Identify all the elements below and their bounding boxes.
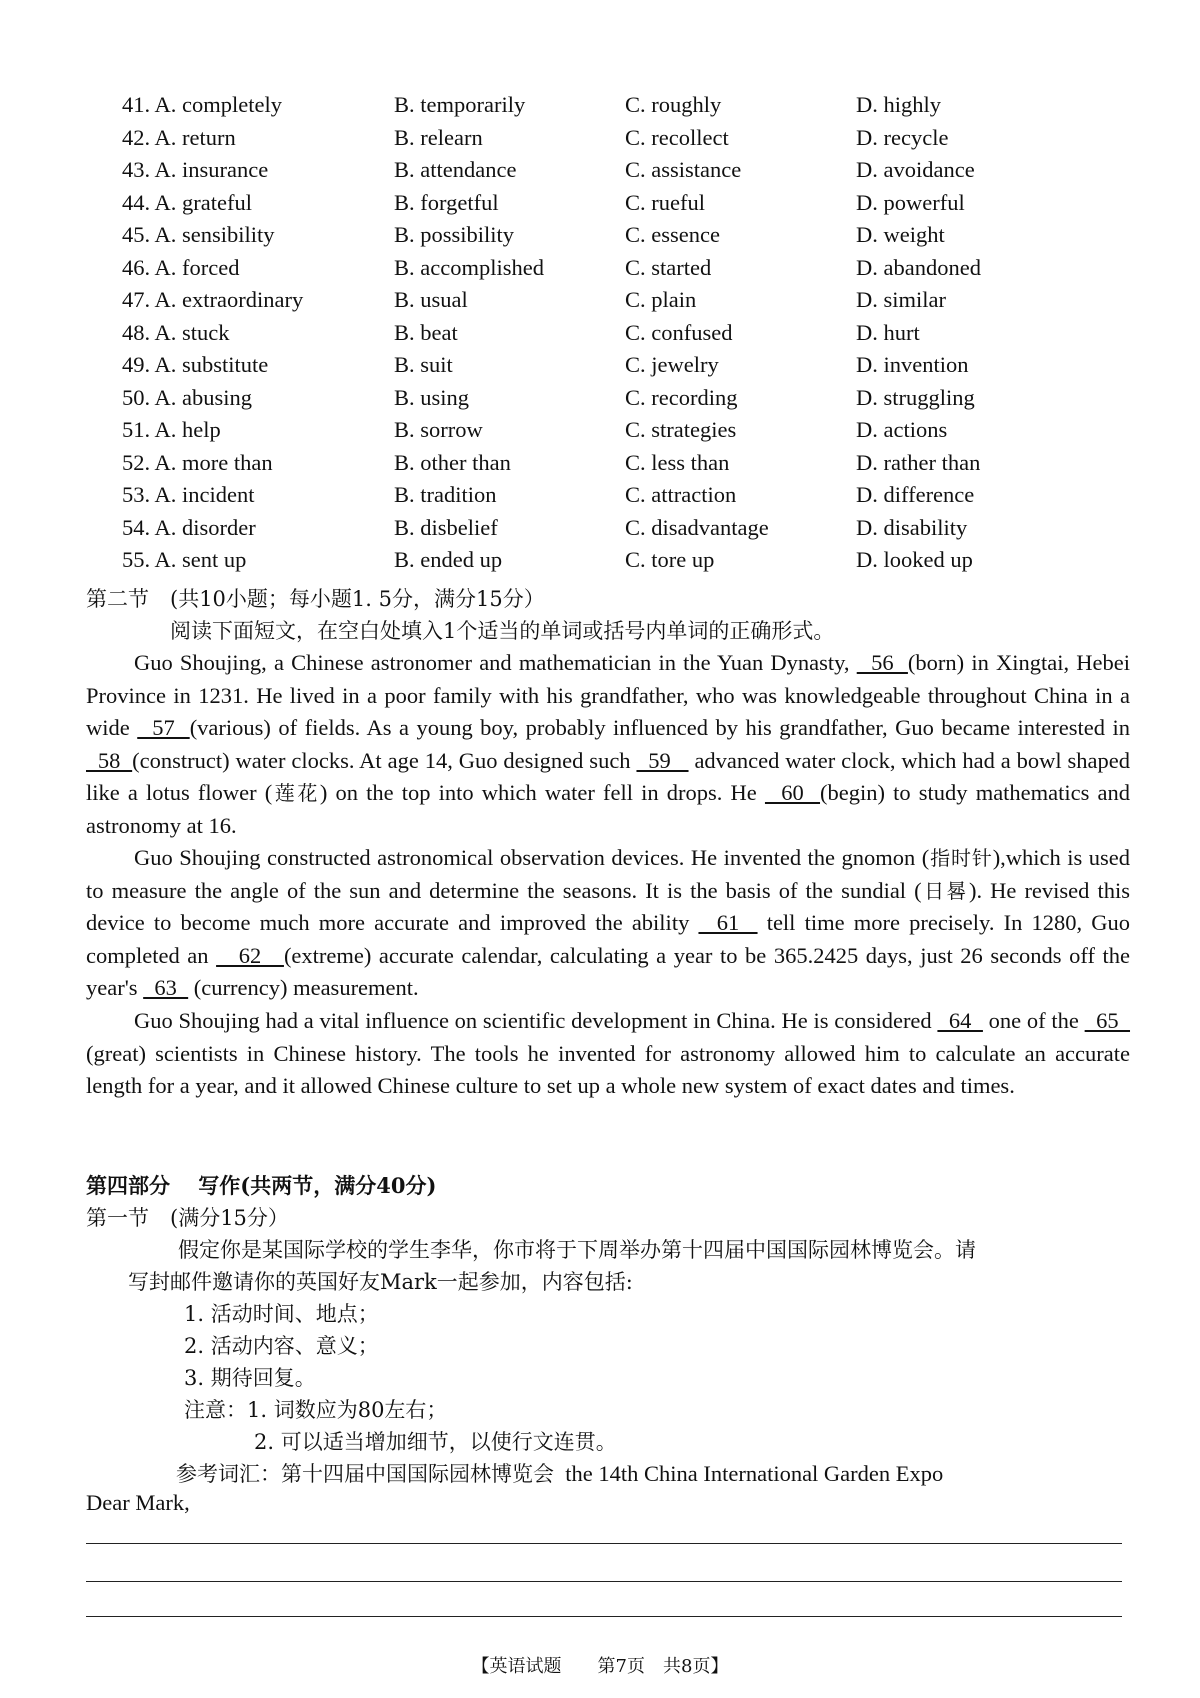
option-c[interactable]: C. rueful — [625, 189, 705, 215]
blank-56[interactable]: 56 — [856, 650, 908, 675]
blank-57[interactable]: 57 — [137, 715, 190, 740]
blank-63[interactable]: 63 — [143, 975, 189, 1000]
question-row — [122, 512, 1022, 545]
blank-59[interactable]: 59 — [636, 747, 689, 773]
writing-item-1: 1. 活动时间、地点； — [184, 1302, 379, 1326]
option-b[interactable]: B. possibility — [394, 222, 515, 247]
text: (begin) to study mathematics and astronomy at 16. — [86, 780, 1131, 838]
passage-paragraph-3 — [86, 1005, 1130, 1103]
option-d[interactable]: D. rather than — [856, 449, 981, 475]
question-row — [122, 414, 1022, 447]
text: (various) of fields. As a young boy, probably influenced by his grandfather, Guo became interested in — [189, 715, 1130, 740]
vocab-english: the 14th China International Garden Expo — [565, 1461, 944, 1486]
writing-note-1: 注意：1. 词数应为80左右； — [184, 1398, 448, 1422]
writing-prompt-line-2: 写封邮件邀请你的英国好友Mark一起参加，内容包括: — [128, 1270, 633, 1294]
chinese-gloss: 莲花 — [272, 781, 320, 805]
question-row — [122, 382, 1022, 415]
option-b[interactable]: B. other than — [394, 449, 511, 475]
chinese-gloss: 日晷 — [921, 878, 969, 903]
option-d[interactable]: D. actions — [856, 417, 948, 442]
text: one of the — [982, 1008, 1085, 1033]
question-row — [122, 479, 1022, 512]
option-a[interactable]: 44. A. grateful — [122, 189, 252, 215]
option-b[interactable]: B. relearn — [394, 124, 483, 150]
option-c[interactable]: C. confused — [625, 319, 733, 345]
text: (great) scientists in Chinese history. The tools he invented for astronomy allowed him to calculate an accurate length for a year, and it allowed Chinese culture to set up a whole new system of exact dates and times. — [86, 1040, 1130, 1098]
option-c[interactable]: C. less than — [625, 449, 730, 475]
option-b[interactable]: B. tradition — [394, 482, 497, 507]
option-b[interactable]: B. suit — [394, 352, 453, 377]
option-a[interactable]: 42. A. return — [122, 124, 236, 150]
option-c[interactable]: C. tore up — [625, 547, 715, 572]
option-c[interactable]: C. plain — [625, 287, 697, 312]
question-row — [122, 544, 1022, 577]
option-d[interactable]: D. abandoned — [856, 254, 981, 280]
option-d[interactable]: D. powerful — [856, 189, 965, 215]
question-row — [122, 219, 1022, 252]
answer-line[interactable] — [86, 1616, 1122, 1617]
option-b[interactable]: B. usual — [394, 287, 468, 312]
cloze-options-list — [122, 89, 1022, 577]
chinese-gloss: 指时针 — [929, 846, 993, 870]
option-b[interactable]: B. forgetful — [394, 189, 499, 215]
option-a[interactable]: 45. A. sensibility — [122, 222, 275, 247]
part4-section1-heading: 第一节 (满分15分） — [86, 1206, 289, 1230]
blank-65[interactable]: 65 — [1084, 1008, 1131, 1033]
option-d[interactable]: D. struggling — [856, 384, 975, 410]
text: (construct) water clocks. At age 14, Guo designed such — [132, 747, 637, 773]
letter-salutation: Dear Mark, — [86, 1490, 190, 1515]
option-b[interactable]: B. attendance — [394, 157, 517, 182]
text: ) on the top into which water fell in drops. He — [319, 780, 765, 805]
option-d[interactable]: D. disability — [856, 514, 968, 540]
text: Guo Shoujing, a Chinese astronomer and mathematician in the Yuan Dynasty, — [134, 650, 857, 675]
option-c[interactable]: C. attraction — [625, 482, 737, 507]
option-a[interactable]: 43. A. insurance — [122, 157, 269, 182]
option-c[interactable]: C. started — [625, 254, 712, 280]
text: (extreme) accurate calendar, calculating a year to be 365.2425 days, just 26 seconds off the year's — [86, 942, 1130, 1000]
passage-paragraph-2 — [86, 842, 1130, 1005]
section2-instruction: 阅读下面短文，在空白处填入1个适当的单词或括号内单词的正确形式。 — [170, 619, 835, 643]
question-row — [122, 154, 1022, 187]
option-c[interactable]: C. essence — [625, 222, 720, 247]
option-a[interactable]: 46. A. forced — [122, 254, 240, 280]
option-a[interactable]: 48. A. stuck — [122, 319, 230, 345]
option-c[interactable]: C. disadvantage — [625, 514, 769, 540]
text: (born) in Xingtai, Hebei Province in 1231. He lived in a poor family with his grandfather, who was knowledgeable throughout China in a wide — [86, 650, 1131, 740]
writing-note-2: 2. 可以适当增加细节，以使行文连贯。 — [254, 1430, 617, 1454]
option-a[interactable]: 50. A. abusing — [122, 384, 253, 410]
option-c[interactable]: C. roughly — [625, 92, 722, 117]
option-a[interactable]: 47. A. extraordinary — [122, 287, 304, 312]
text: Guo Shoujing had a vital influence on scientific development in China. He is considered — [134, 1008, 938, 1033]
option-c[interactable]: C. recollect — [625, 124, 729, 150]
option-a[interactable]: 49. A. substitute — [122, 352, 269, 377]
answer-line[interactable] — [86, 1543, 1122, 1544]
question-row — [122, 122, 1022, 155]
text: (currency) measurement. — [188, 975, 419, 1000]
writing-prompt-line-1: 假定你是某国际学校的学生李华，你市将于下周举办第十四届中国国际园林博览会。请 — [178, 1238, 976, 1262]
question-row — [122, 317, 1022, 350]
reference-vocabulary — [176, 1458, 1200, 1488]
passage-paragraph-1 — [86, 647, 1130, 842]
option-a[interactable]: 53. A. incident — [122, 482, 255, 507]
option-a[interactable]: 52. A. more than — [122, 449, 273, 475]
text: ). He revised this device to become much more accurate and improved the ability — [86, 877, 1130, 935]
blank-60[interactable]: 60 — [764, 780, 821, 805]
option-c[interactable]: C. recording — [625, 384, 738, 410]
option-d[interactable]: D. avoidance — [856, 157, 975, 182]
option-d[interactable]: D. looked up — [856, 547, 973, 572]
option-b[interactable]: B. temporarily — [394, 92, 526, 117]
question-row — [122, 187, 1022, 220]
text: advanced water clock, which had a bowl shaped like a lotus flower ( — [86, 747, 1131, 805]
question-row — [122, 284, 1022, 317]
option-b[interactable]: B. ended up — [394, 547, 503, 572]
option-a[interactable]: 55. A. sent up — [122, 547, 247, 572]
writing-item-3: 3. 期待回复。 — [184, 1366, 316, 1390]
part4-heading: 第四部分 写作(共两节，满分40分) — [86, 1173, 437, 1198]
text: ),which is used to measure the angle of the sun and determine the seasons. It is the basis of the sundial ( — [86, 845, 1131, 903]
option-c[interactable]: C. assistance — [625, 157, 742, 182]
option-a[interactable]: 54. A. disorder — [122, 514, 256, 540]
vocab-chinese: 参考词汇：第十四届中国国际园林博览会 — [176, 1462, 554, 1486]
blank-64[interactable]: 64 — [937, 1008, 983, 1033]
option-d[interactable]: D. invention — [856, 352, 969, 377]
option-d[interactable]: D. similar — [856, 287, 946, 312]
option-c[interactable]: C. strategies — [625, 417, 737, 442]
option-a[interactable]: 51. A. help — [122, 417, 221, 442]
option-a[interactable]: 41. A. completely — [122, 92, 282, 117]
writing-item-2: 2. 活动内容、意义； — [184, 1334, 379, 1358]
option-d[interactable]: D. recycle — [856, 124, 949, 150]
answer-line[interactable] — [86, 1581, 1122, 1582]
option-b[interactable]: B. sorrow — [394, 417, 483, 442]
option-b[interactable]: B. disbelief — [394, 514, 498, 540]
option-b[interactable]: B. accomplished — [394, 254, 544, 280]
option-d[interactable]: D. difference — [856, 482, 975, 507]
question-row — [122, 349, 1022, 382]
option-c[interactable]: C. jewelry — [625, 352, 719, 377]
option-d[interactable]: D. hurt — [856, 319, 920, 345]
option-b[interactable]: B. beat — [394, 319, 458, 345]
section2-heading: 第二节 (共10小题；每小题1. 5分，满分15分） — [86, 587, 545, 611]
question-row — [122, 252, 1022, 285]
text: tell time more precisely. In 1280, Guo completed an — [86, 910, 1131, 968]
blank-58[interactable]: 58 — [86, 747, 133, 773]
text: Guo Shoujing constructed astronomical observation devices. He invented the gnomon ( — [134, 845, 930, 870]
blank-61[interactable]: 61 — [698, 910, 758, 935]
blank-62[interactable]: 62 — [216, 942, 284, 968]
option-d[interactable]: D. highly — [856, 92, 942, 117]
option-b[interactable]: B. using — [394, 384, 470, 410]
question-row — [122, 89, 1022, 122]
page-footer: 【英语试题 第7页 共8页】 — [471, 1656, 729, 1677]
question-row — [122, 447, 1022, 480]
option-d[interactable]: D. weight — [856, 222, 945, 247]
